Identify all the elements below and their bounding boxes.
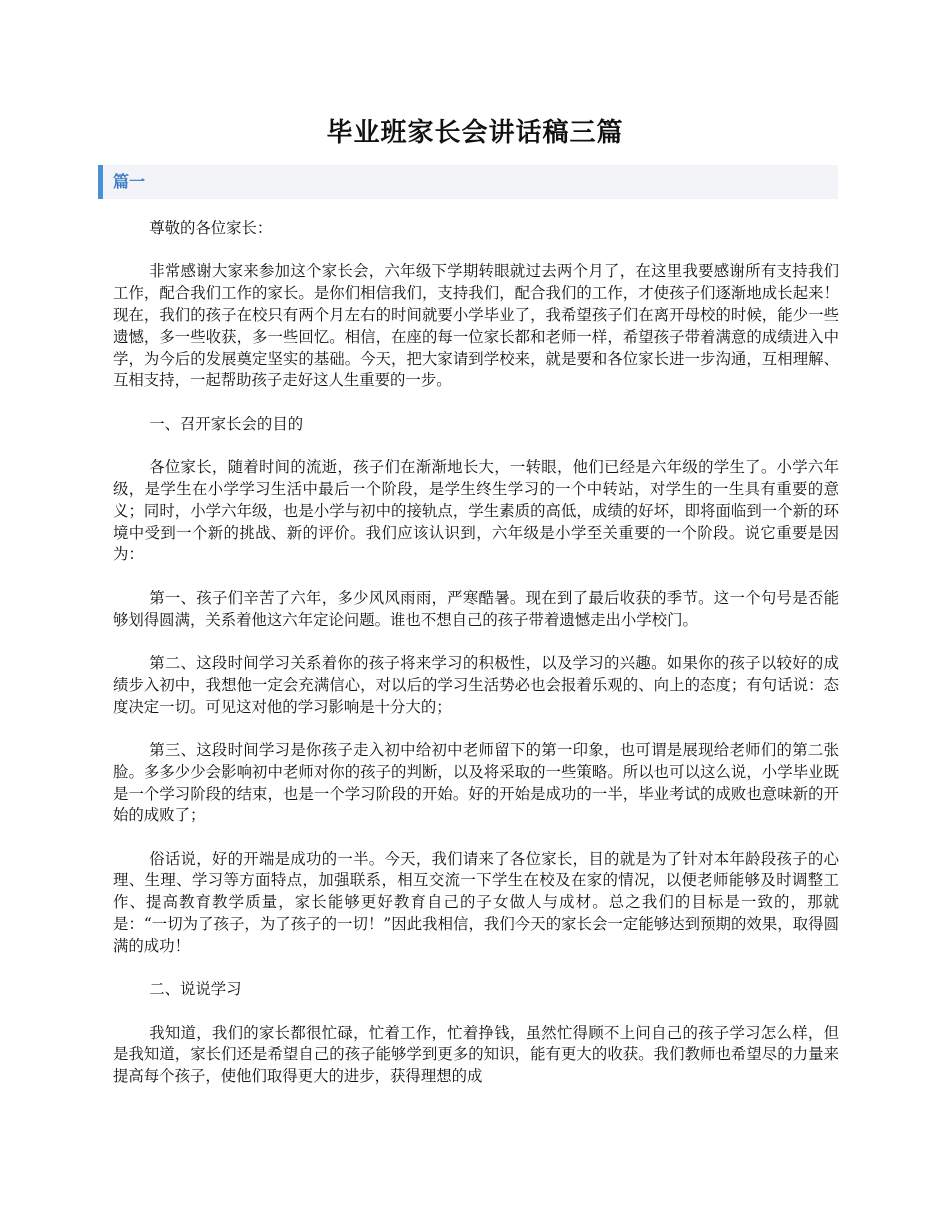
paragraph: 第二、这段时间学习关系着你的孩子将来学习的积极性，以及学习的兴趣。如果你的孩子以较好的成绩步入初中，我想他一定会充满信心，对以后的学习生活势必也会报着乐观的、向上的态度；有句话说：态度决定一切。可见这对他的学习影响是十分大的； — [113, 653, 839, 716]
paragraph: 我知道，我们的家长都很忙碌，忙着工作，忙着挣钱，虽然忙得顾不上问自己的孩子学习怎么样，但是我知道，家长们还是希望自己的孩子能够学到更多的知识，能有更大的收获。我们教师也希望尽的力量来提高每个孩子，使他们取得更大的进步，获得理想的成 — [113, 1023, 839, 1086]
paragraph: 非常感谢大家来参加这个家长会，六年级下学期转眼就过去两个月了，在这里我要感谢所有支持我们工作，配合我们工作的家长。是你们相信我们，支持我们，配合我们的工作，才使孩子们逐渐地成长起来！现在，我们的孩子在校只有两个月左右的时间就要小学毕业了，我希望孩子们在离开母校的时候，能少一些遗憾，多一些收获，多一些回忆。相信，在座的每一位家长都和老师一样，希望孩子带着满意的成绩进入中学，为今后的发展奠定坚实的基础。今天，把大家请到学校来，就是要和各位家长进一步沟通，互相理解、互相支持，一起帮助孩子走好这人生重要的一步。 — [113, 262, 839, 390]
section-header — [98, 165, 838, 199]
paragraph: 各位家长，随着时间的流逝，孩子们在渐渐地长大，一转眼，他们已经是六年级的学生了。小学六年级，是学生在小学学习生活中最后一个阶段，是学生终生学习的一个中转站，对学生的一生具有重要的意义；同时，小学六年级，也是小学与初中的接轨点，学生素质的高低，成绩的好坏，即将面临到一个新的环境中受到一个新的挑战、新的评价。我们应该认识到，六年级是小学至关重要的一个阶段。说它重要是因为： — [113, 458, 839, 564]
section-label: 篇一 — [113, 172, 146, 191]
subheading: 二、说说学习 — [149, 980, 242, 999]
document-title: 毕业班家长会讲话稿三篇 — [326, 118, 624, 148]
subheading: 一、召开家长会的目的 — [149, 414, 304, 433]
paragraph: 俗话说，好的开端是成功的一半。今天，我们请来了各位家长，目的就是为了针对本年龄段孩子的心理、生理、学习等方面特点，加强联系，相互交流一下学生在校及在家的情况，以便老师能够及时调整工作、提高教育教学质量，家长能够更好教育自己的子女做人与成材。总之我们的目标是一致的，那就是：“一切为了孩子，为了孩子的一切！”因此我相信，我们今天的家长会一定能够达到预期的效果，取得圆满的成功！ — [113, 849, 839, 955]
salutation: 尊敬的各位家长： — [149, 219, 273, 237]
section-accent-bar — [98, 165, 103, 199]
document-body — [113, 218, 839, 1110]
paragraph: 第三、这段时间学习是你孩子走入初中给初中老师留下的第一印象，也可谓是展现给老师们的第二张脸。多多少少会影响初中老师对你的孩子的判断，以及将采取的一些策略。所以也可以这么说，小学毕业既是一个学习阶段的结束，也是一个学习阶段的开始。好的开始是成功的一半，毕业考试的成败也意味新的开始的成败了； — [113, 740, 839, 825]
paragraph: 第一、孩子们辛苦了六年，多少风风雨雨，严寒酷暑。现在到了最后收获的季节。这一个句号是否能够划得圆满，关系着他这六年定论问题。谁也不想自己的孩子带着遗憾走出小学校门。 — [113, 588, 839, 629]
